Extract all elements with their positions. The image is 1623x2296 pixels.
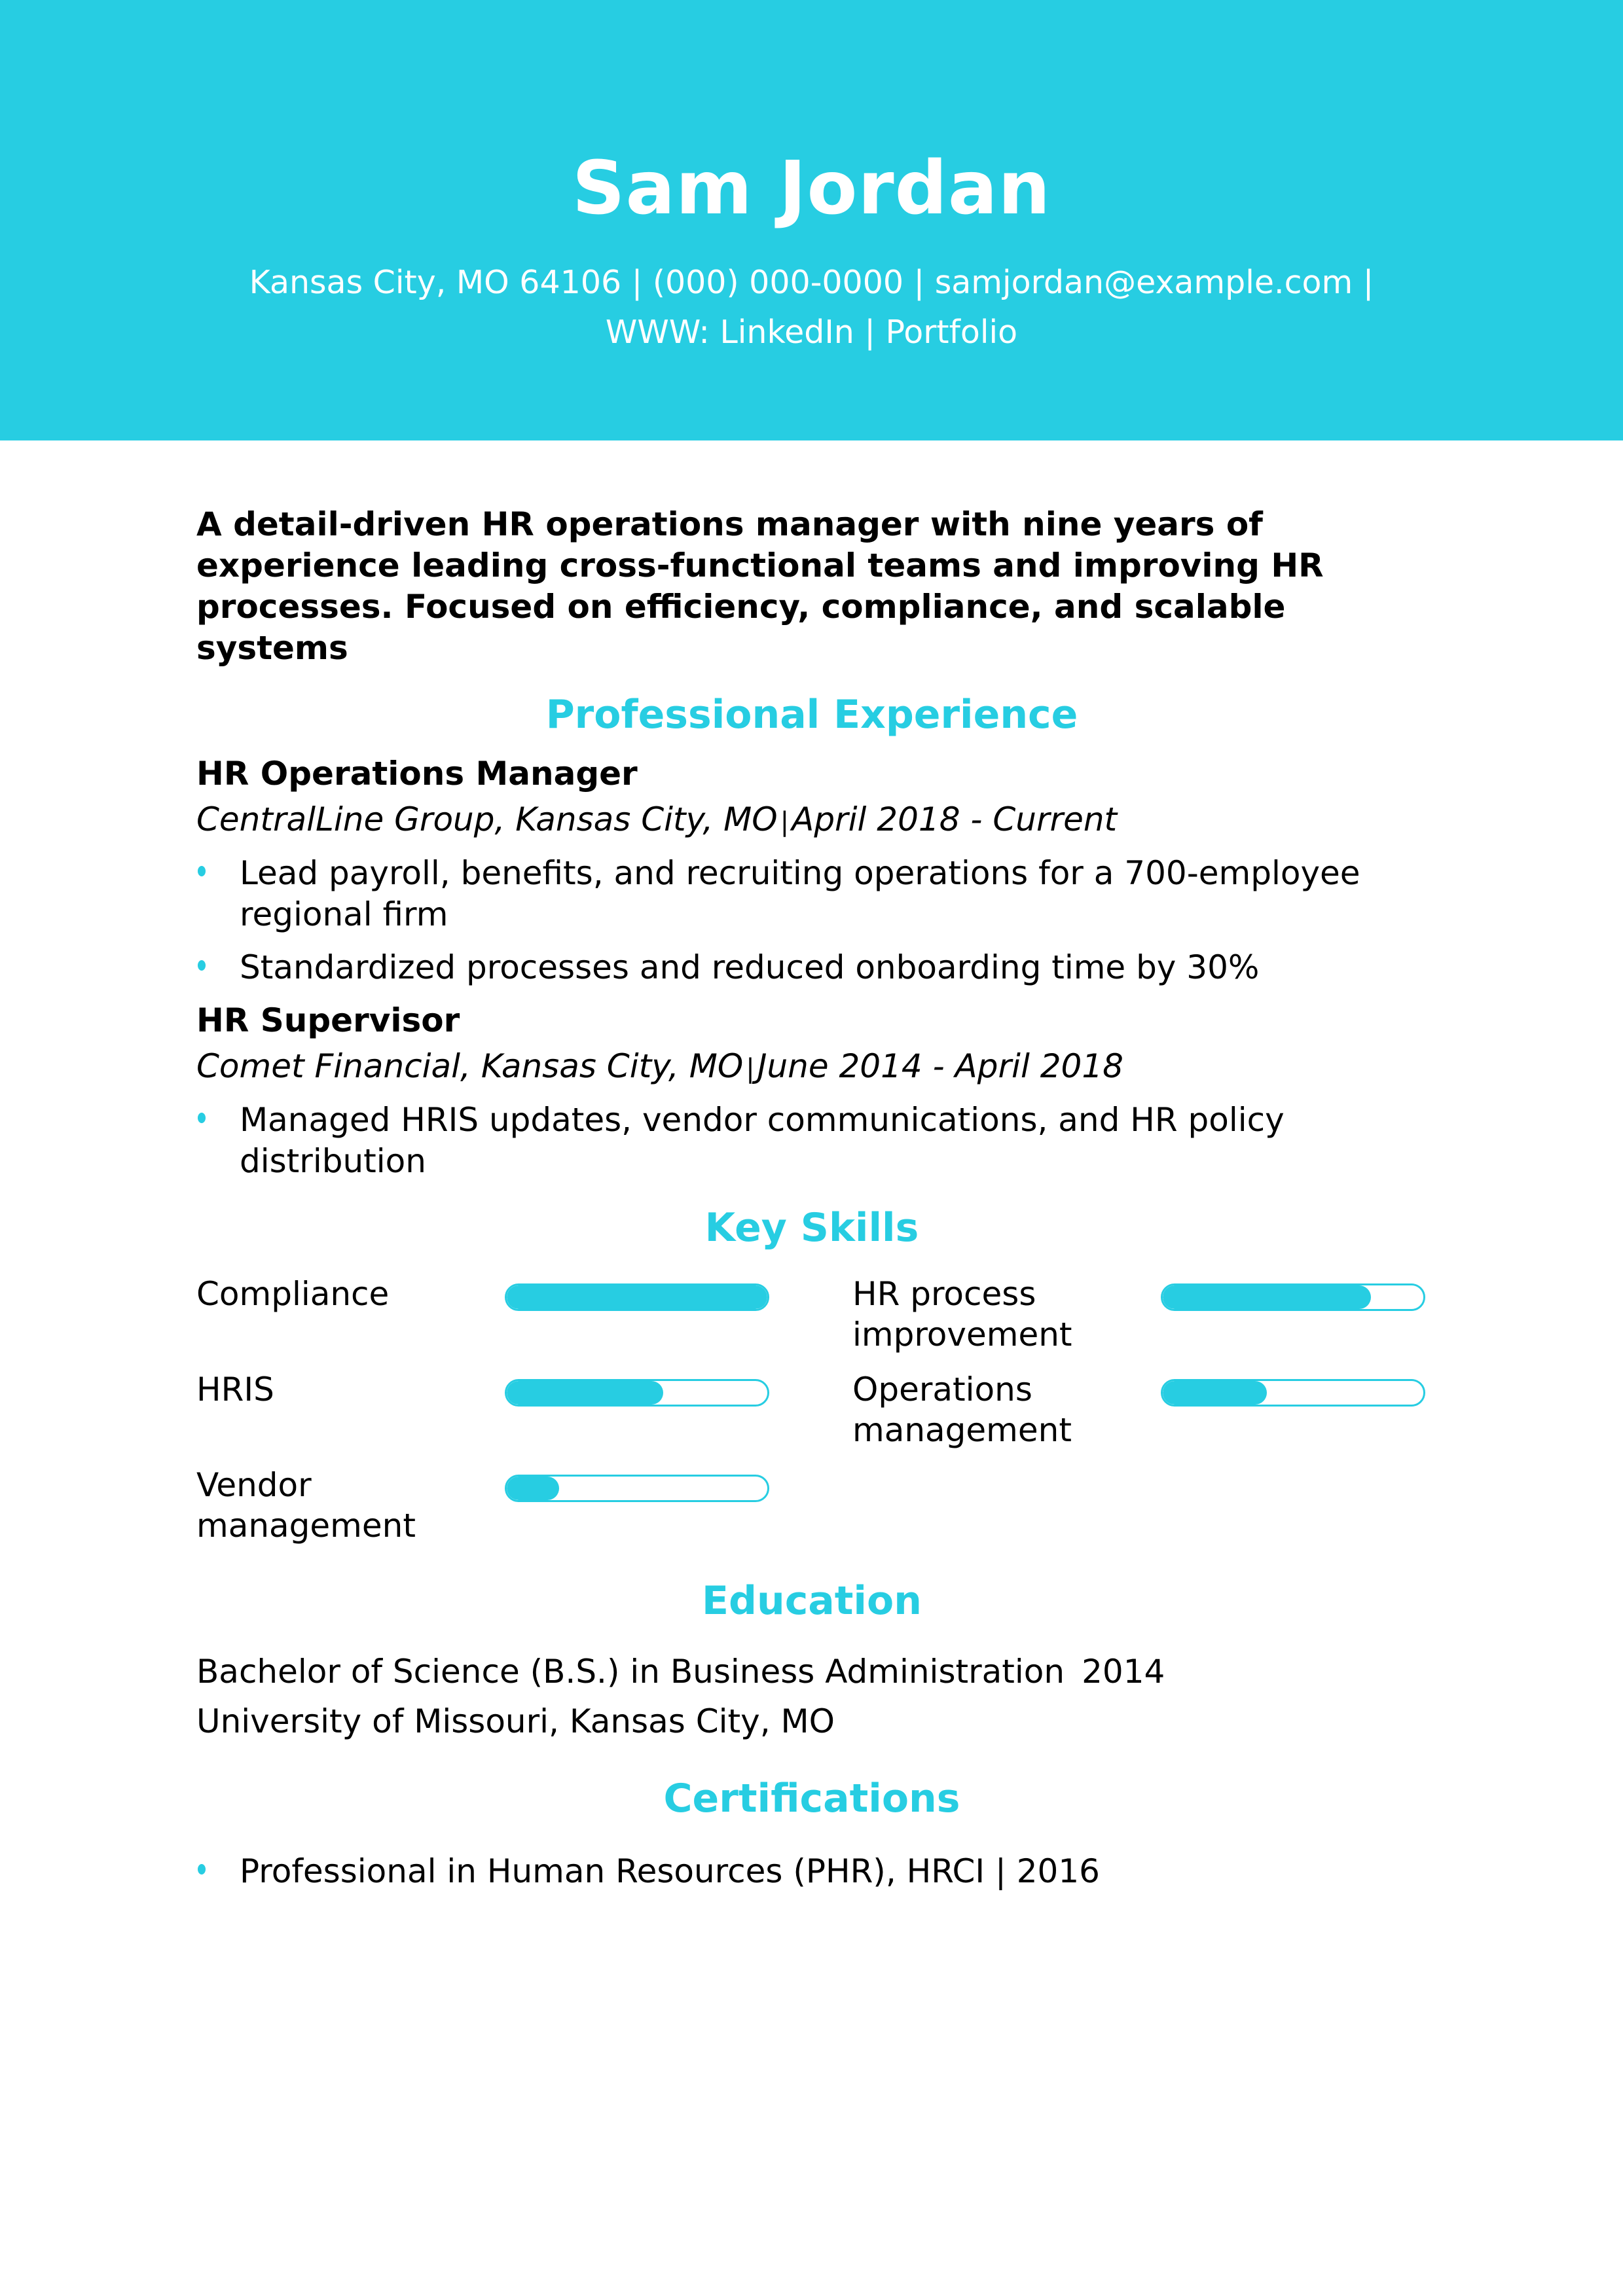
- skill-level-bar: [505, 1475, 769, 1502]
- professional-summary: A detail-driven HR operations manager with nine years of experience leading cross-functional teams and improving HR processes. Focused on efficiency, compliance, and scalable systems: [196, 505, 1324, 667]
- contact-info: [0, 258, 1623, 357]
- skill-label: HRIS: [196, 1371, 274, 1408]
- skill-label: Operations management: [852, 1371, 1072, 1449]
- skills-grid: [196, 1274, 1427, 1549]
- job-entry: [196, 751, 1427, 988]
- job-title: HR Operations Manager: [196, 755, 638, 793]
- skill-level-fill: [507, 1381, 663, 1405]
- section-title-certifications: Certifications: [663, 1776, 960, 1821]
- education-entry: [196, 1647, 1427, 1746]
- education-school: University of Missouri, Kansas City, MO: [196, 1702, 835, 1740]
- skill-level-fill: [1163, 1285, 1371, 1309]
- bullet-text: Managed HRIS updates, vendor communications, and HR policy distribution: [240, 1101, 1285, 1180]
- section-title-education: Education: [702, 1578, 922, 1624]
- education-degree: Bachelor of Science (B.S.) in Business Administration: [196, 1653, 1065, 1691]
- certification-list: [196, 1851, 1427, 1892]
- job-company: Comet Financial, Kansas City, MO: [196, 1047, 744, 1085]
- skill-level-fill: [507, 1285, 767, 1309]
- skill-label: Vendor management: [196, 1466, 416, 1545]
- separator: |: [746, 1054, 755, 1084]
- skill-item: [852, 1274, 1468, 1365]
- list-item: [196, 1851, 1427, 1892]
- certification-text: Professional in Human Resources (PHR), HRCI | 2016: [240, 1852, 1100, 1890]
- job-entry: [196, 997, 1427, 1182]
- list-item: [196, 947, 1427, 988]
- skill-level-fill: [1163, 1381, 1267, 1405]
- contact-line-2: WWW: LinkedIn | Portfolio: [605, 314, 1018, 351]
- job-meta: [196, 797, 1427, 845]
- bullet-icon: [198, 1864, 206, 1874]
- list-item: [196, 1100, 1427, 1182]
- list-item: [196, 853, 1427, 935]
- skill-item: [196, 1465, 812, 1556]
- skill-level-bar: [505, 1283, 769, 1311]
- bullet-icon: [198, 1113, 206, 1123]
- bullet-icon: [198, 960, 206, 971]
- skill-label: Compliance: [196, 1275, 390, 1313]
- job-dates: June 2014 - April 2018: [757, 1047, 1123, 1085]
- job-meta: [196, 1043, 1427, 1092]
- section-title-experience: Professional Experience: [545, 692, 1078, 738]
- resume-header: [0, 0, 1623, 440]
- job-title: HR Supervisor: [196, 1001, 460, 1039]
- bullet-icon: [198, 866, 206, 876]
- skill-level-bar: [505, 1379, 769, 1407]
- bullet-text: Lead payroll, benefits, and recruiting operations for a 700-employee regional firm: [240, 854, 1360, 933]
- education-year: 2014: [1082, 1653, 1165, 1691]
- job-dates: April 2018 - Current: [792, 800, 1118, 838]
- skill-item: [196, 1369, 812, 1461]
- contact-line-1: Kansas City, MO 64106 | (000) 000-0000 | samjordan@example.com |: [249, 264, 1374, 301]
- job-bullets: [196, 1100, 1427, 1182]
- skill-level-fill: [507, 1477, 559, 1500]
- job-company: CentralLine Group, Kansas City, MO: [196, 800, 778, 838]
- section-title-skills: Key Skills: [704, 1205, 919, 1251]
- candidate-name: Sam Jordan: [572, 146, 1051, 231]
- education-degree-line: [196, 1647, 1427, 1696]
- separator: |: [780, 807, 790, 837]
- skill-item: [852, 1369, 1468, 1461]
- bullet-text: Standardized processes and reduced onboarding time by 30%: [240, 948, 1260, 986]
- resume-body: [196, 504, 1427, 1892]
- skill-level-bar: [1161, 1283, 1425, 1311]
- skill-item: [196, 1274, 812, 1365]
- skill-label: HR process improvement: [852, 1275, 1072, 1354]
- skill-level-bar: [1161, 1379, 1425, 1407]
- job-bullets: [196, 853, 1427, 988]
